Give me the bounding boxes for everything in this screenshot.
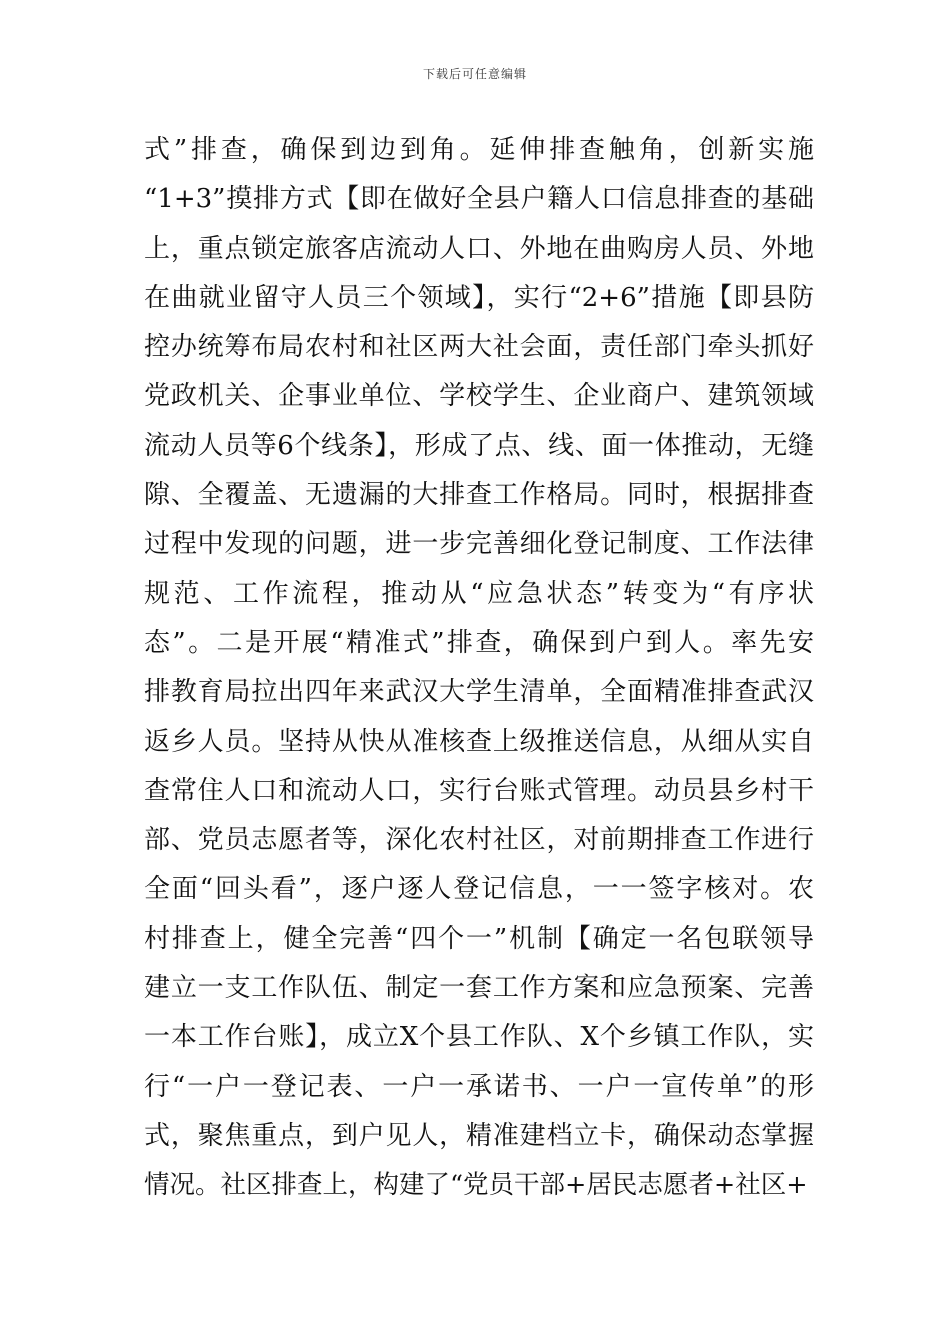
text-line: 规范、工作流程，推动从“应急状态”转变为“有序状 [144, 578, 814, 609]
text-line: “1+3”摸排方式【即在做好全县户籍人口信息排查的基础 [144, 184, 814, 215]
text-line: 建立一支工作队伍、制定一套工作方案和应急预案、完善 [144, 973, 814, 1004]
text-line: 控办统筹布局农村和社区两大社会面，责任部门牵头抓好 [144, 332, 814, 363]
text-line: 全面“回头看”，逐户逐人登记信息，一一签字核对。农 [144, 874, 814, 905]
text-line: 情况。社区排查上，构建了“党员干部+居民志愿者+社区+ [144, 1170, 808, 1201]
text-line: 排教育局拉出四年来武汉大学生清单，全面精准排查武汉 [144, 677, 814, 708]
text-line: 过程中发现的问题，进一步完善细化登记制度、工作法律 [144, 529, 814, 560]
text-line: 隙、全覆盖、无遗漏的大排查工作格局。同时，根据排查 [144, 480, 814, 511]
page-header: 下载后可任意编辑 [422, 67, 527, 81]
text-line: 党政机关、企事业单位、学校学生、企业商户、建筑领域 [144, 381, 814, 412]
text-line: 态”。二是开展“精准式”排查，确保到户到人。率先安 [144, 627, 814, 658]
text-line: 返乡人员。坚持从快从准核查上级推送信息，从细从实自 [144, 726, 814, 757]
text-line: 一本工作台账】，成立X个县工作队、X个乡镇工作队，实 [144, 1022, 814, 1053]
text-line: 式，聚焦重点，到户见人，精准建档立卡，确保动态掌握 [144, 1120, 814, 1151]
text-line: 行“一户一登记表、一户一承诺书、一户一宣传单”的形 [144, 1071, 814, 1102]
text-line: 部、党员志愿者等，深化农村社区，对前期排查工作进行 [144, 825, 814, 856]
text-line: 式”排查，确保到边到角。延伸排查触角，创新实施 [144, 135, 814, 165]
text-line: 在曲就业留守人员三个领域】，实行“2+6”措施【即县防 [144, 282, 814, 313]
text-line: 流动人员等6个线条】，形成了点、线、面一体推动，无缝 [144, 430, 814, 461]
text-line: 查常住人口和流动人口，实行台账式管理。动员县乡村干 [144, 775, 814, 806]
text-line: 村排查上，健全完善“四个一”机制【确定一名包联领导 [144, 923, 814, 954]
text-line: 上，重点锁定旅客店流动人口、外地在曲购房人员、外地 [144, 233, 814, 264]
document-body [144, 126, 814, 1211]
